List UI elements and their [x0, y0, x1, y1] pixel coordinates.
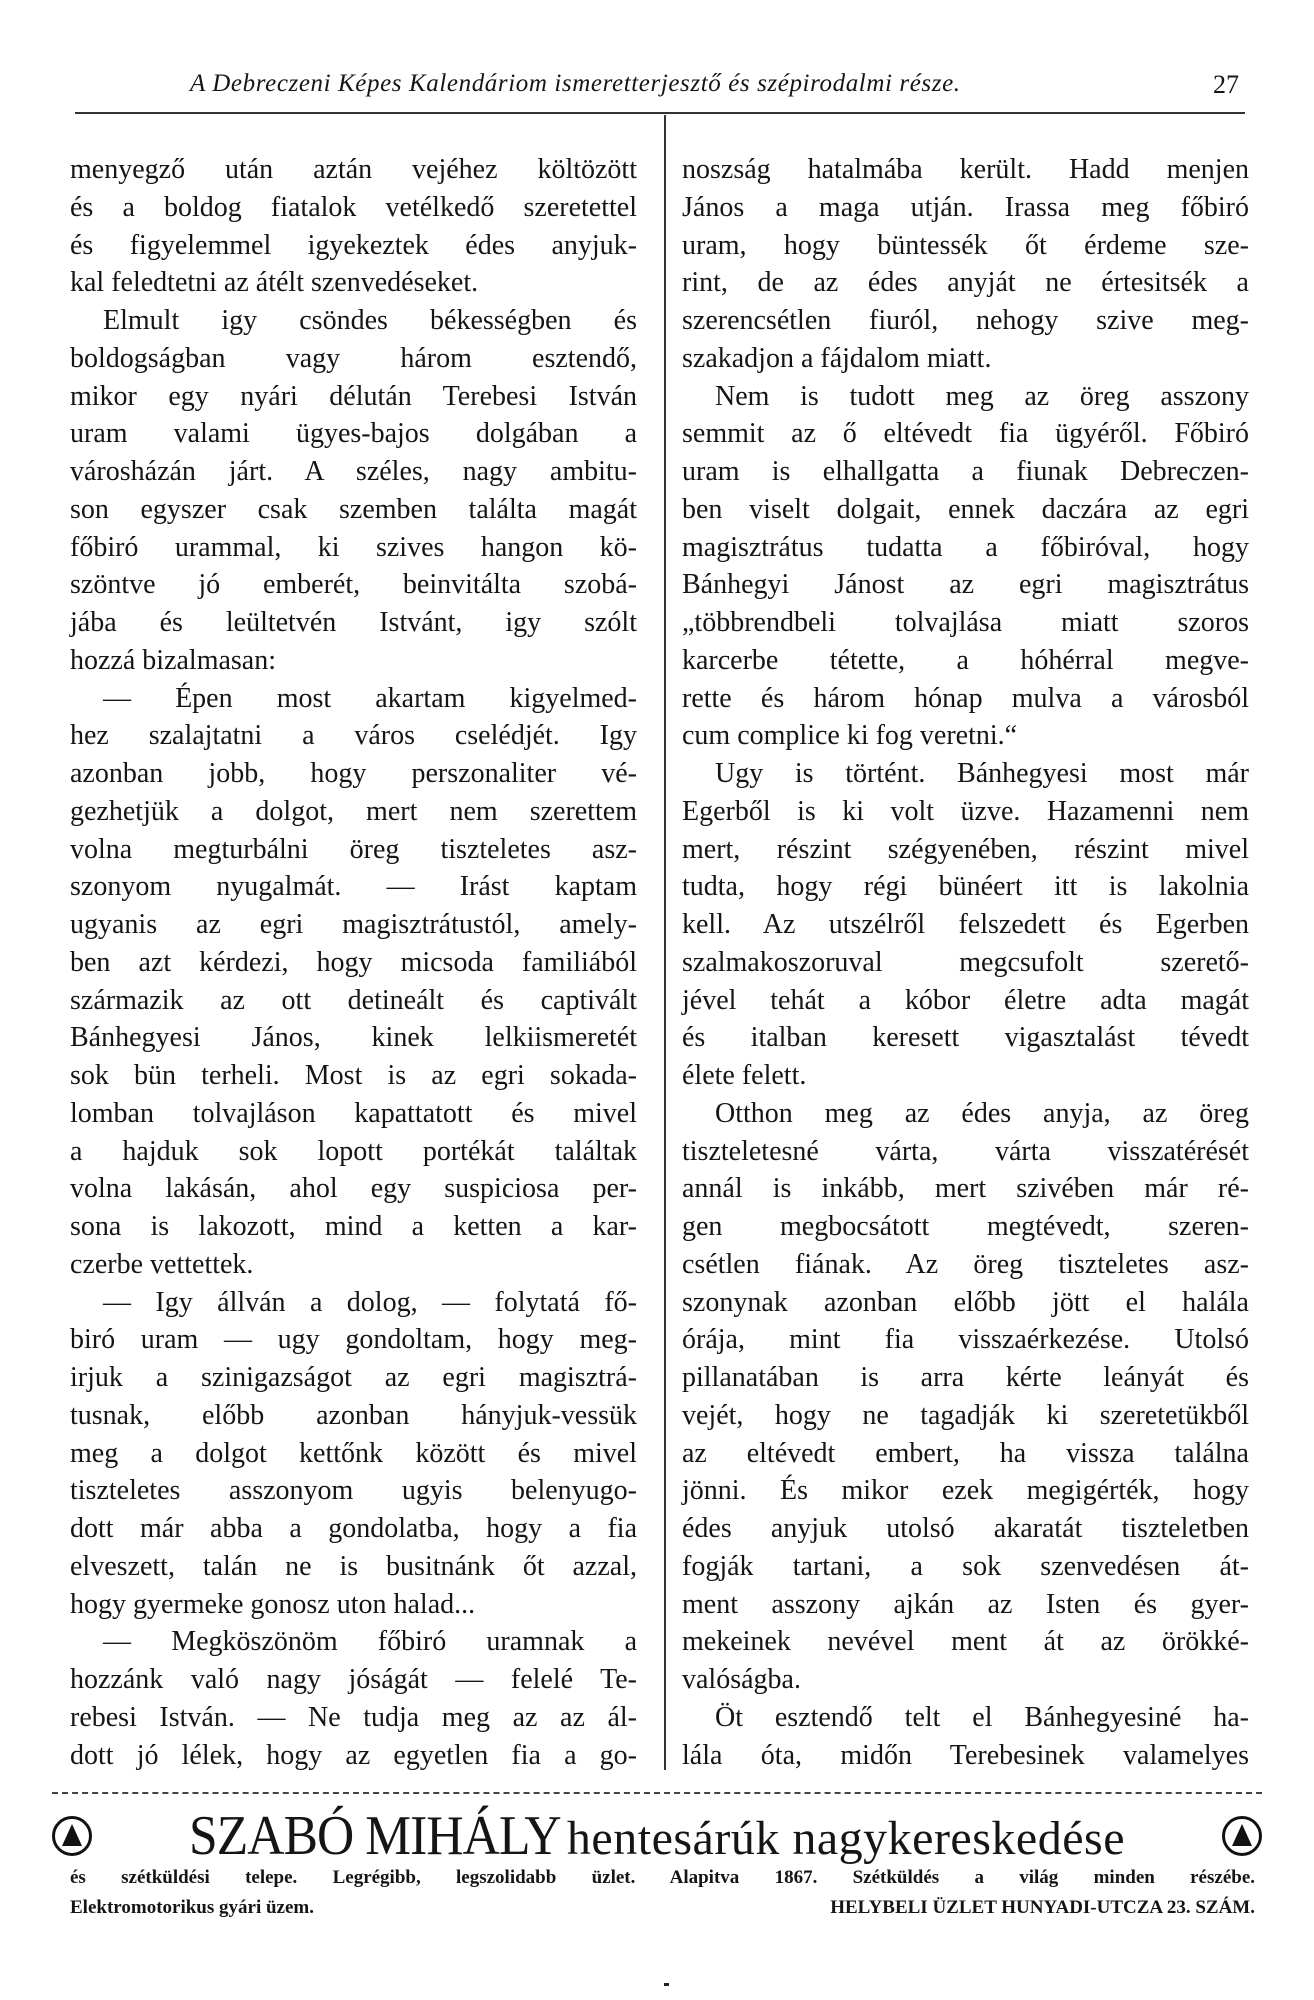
text-line: uram valami ügyes-bajos dolgában a	[70, 418, 637, 450]
text-line: tiszteletesné várta, várta visszatérését	[682, 1135, 1249, 1167]
text-line: Egerből is ki volt üzve. Hazamenni nem	[682, 795, 1249, 827]
text-line: a hajduk sok lopott portékát találtak	[70, 1135, 637, 1167]
text-line: Bánhegyi Jánost az egri magisztrátus	[682, 569, 1249, 601]
text-line: mekeinek nevével ment át az örökké-	[682, 1626, 1249, 1658]
text-line: Ugy is történt. Bánhegyesi most már	[715, 758, 1249, 789]
advertisement-business: hentesárúk nagykereskedése	[566, 1812, 1126, 1865]
header-rule	[75, 112, 1245, 114]
text-line: származik az ott detineált és captivált	[70, 984, 637, 1016]
text-line: János a maga utján. Irassa meg főbiró	[682, 191, 1249, 223]
text-line: ben viselt dolgait, ennek daczára az egri	[682, 493, 1249, 525]
text-line: szerencsétlen fiuról, nehogy szive meg-	[682, 305, 1249, 336]
text-line: hozzá bizalmasan:	[70, 644, 277, 676]
text-line: hozzánk való nagy jóságát — felelé Te-	[70, 1664, 637, 1695]
text-line: Elmult igy csöndes békességben és	[103, 305, 637, 336]
text-line: fogják tartani, a sok szenvedésen át-	[682, 1550, 1249, 1582]
advertisement-line: és szétküldési telepe. Legrégibb, legszolidabb üzlet. Alapitva 1867. Szétküldés a világ minden részébe.	[70, 1867, 1255, 1888]
text-line: azonban jobb, hogy perszonaliter vé-	[70, 758, 637, 789]
left-column	[70, 151, 637, 1774]
running-header-title: A Debreczeni Képes Kalendáriom ismeretterjesztő és szépirodalmi része.	[190, 70, 961, 97]
text-line: az eltévedt embert, ha vissza találna	[682, 1437, 1249, 1469]
text-line: kell. Az utszélről felszedett és Egerben	[682, 909, 1249, 940]
text-line: tusnak, előbb azonban hányjuk-vessük	[70, 1399, 637, 1431]
text-line: gezhetjük a dolgot, mert nem szerettem	[70, 795, 637, 827]
text-line: karcerbe tétette, a hóhérral megve-	[682, 644, 1249, 676]
text-line: — Megköszönöm főbiró uramnak a	[103, 1626, 637, 1658]
text-line: szonynak azonban előbb jött el halála	[682, 1286, 1249, 1318]
emblem-icon	[52, 1816, 92, 1856]
column-divider	[664, 115, 666, 1770]
text-line: ugyanis az egri magisztrátustól, amely-	[70, 909, 637, 940]
text-line: cum complice ki fog veretni.“	[682, 720, 1018, 752]
text-line: volna lakásán, ahol egy suspiciosa per-	[70, 1173, 637, 1205]
text-line: városházán járt. A széles, nagy ambitu-	[70, 456, 637, 487]
emblem-icon	[1222, 1816, 1262, 1856]
text-line: és a boldog fiatalok vetélkedő szeretettel	[70, 191, 637, 223]
text-line: hez szalajtatni a város cselédjét. Igy	[70, 720, 637, 752]
text-line: órája, mint fia visszaérkezése. Utolsó	[682, 1324, 1249, 1356]
text-line: boldogságban vagy három esztendő,	[70, 342, 637, 374]
text-line: szöntve jó emberét, beinvitálta szobá-	[70, 569, 637, 601]
text-line: — Épen most akartam kigyelmed-	[103, 682, 637, 714]
text-line: szakadjon a fájdalom miatt.	[682, 342, 992, 374]
text-line: sok bün terheli. Most is az egri sokada-	[70, 1060, 637, 1091]
text-line: biró uram — ugy gondoltam, hogy meg-	[70, 1324, 637, 1356]
text-line: pillanatában is arra kérte leányát és	[682, 1362, 1249, 1393]
text-line: édes anyjuk utolsó akaratát tiszteletben	[682, 1513, 1249, 1544]
text-line: rette és három hónap mulva a városból	[682, 682, 1249, 714]
text-line: lála óta, midőn Terebesinek valamelyes	[682, 1739, 1249, 1771]
text-line: dott már abba a gondolatba, hogy a fia	[70, 1513, 637, 1544]
text-line: és italban keresett vigasztalást tévedt	[682, 1022, 1249, 1054]
text-line: ment asszony ajkán az Isten és gyer-	[682, 1588, 1249, 1620]
text-line: elveszett, talán ne is busitnánk őt azzal,	[70, 1550, 637, 1582]
text-line: kal feledtetni az átélt szenvedéseket.	[70, 267, 479, 299]
text-line: élete felett.	[682, 1060, 807, 1091]
text-line: szalmakoszoruval megcsufolt szerető-	[682, 946, 1249, 978]
text-line: „többrendbeli tolvajlása miatt szoros	[682, 607, 1249, 638]
text-line: jönni. És mikor ezek megigérték, hogy	[682, 1475, 1249, 1507]
text-line: csétlen fiának. Az öreg tiszteletes asz-	[682, 1248, 1249, 1280]
right-column	[682, 151, 1249, 1774]
text-line: magisztrátus tudatta a főbiróval, hogy	[682, 531, 1249, 563]
advertisement-address: HELYBELI ÜZLET HUNYADI-UTCZA 23. SZÁM.	[830, 1897, 1255, 1918]
text-line: gen megbocsátott megtévedt, szeren-	[682, 1211, 1249, 1242]
text-line: jába és leültetvén Istvánt, igy szólt	[70, 607, 637, 638]
text-line: Öt esztendő telt el Bánhegyesiné ha-	[715, 1701, 1249, 1733]
text-line: czerbe vettettek.	[70, 1248, 254, 1280]
text-line: rint, de az édes anyját ne értesitsék a	[682, 267, 1249, 299]
advertisement-address-line	[70, 1897, 1255, 1919]
text-line: dott jó lélek, hogy az egyetlen fia a go-	[70, 1739, 637, 1771]
page-number: 27	[1213, 70, 1239, 99]
text-line: noszság hatalmába került. Hadd menjen	[682, 154, 1249, 185]
text-line: semmit az ő eltévedt fia ügyéről. Főbiró	[682, 418, 1249, 450]
text-line: vejét, hogy ne tagadják ki szeretetükből	[682, 1399, 1249, 1431]
text-line: volna megturbálni öreg tiszteletes asz-	[70, 833, 637, 865]
text-line: és figyelemmel igyekeztek édes anyjuk-	[70, 229, 637, 261]
text-line: tiszteletes asszonyom ugyis belenyugo-	[70, 1475, 637, 1507]
text-line: — Igy állván a dolog, — folytatá fő-	[103, 1286, 637, 1318]
text-line: hogy gyermeke gonosz uton halad...	[70, 1588, 476, 1620]
text-line: valóságba.	[682, 1664, 801, 1695]
text-line: uram, hogy büntessék őt érdeme sze-	[682, 229, 1249, 261]
text-line: irjuk a szinigazságot az egri magisztrá-	[70, 1362, 637, 1393]
text-line: menyegző után aztán vejéhez költözött	[70, 154, 637, 185]
advertiser-name: SZABÓ MIHÁLY	[188, 1805, 561, 1867]
print-speck	[664, 1983, 669, 1986]
text-line: Nem is tudott meg az öreg asszony	[715, 380, 1249, 412]
text-line: rebesi István. — Ne tudja meg az az ál-	[70, 1701, 637, 1733]
text-line: Otthon meg az édes anyja, az öreg	[715, 1097, 1249, 1129]
text-line: ben azt kérdezi, hogy micsoda familiából	[70, 946, 637, 978]
advertisement-factory: Elektromotorikus gyári üzem.	[70, 1897, 314, 1918]
text-line: annál is inkább, mert szivében már ré-	[682, 1173, 1249, 1205]
text-line: mert, részint szégyenében, részint mivel	[682, 833, 1249, 865]
text-line: főbiró urammal, ki szives hangon kö-	[70, 531, 637, 563]
text-line: mikor egy nyári délután Terebesi István	[70, 380, 637, 412]
text-line: szonyom nyugalmát. — Irást kaptam	[70, 871, 637, 903]
text-line: Bánhegyesi János, kinek lelkiismeretét	[70, 1022, 637, 1054]
text-line: sona is lakozott, mind a ketten a kar-	[70, 1211, 637, 1242]
footer-rule	[52, 1792, 1262, 1794]
text-line: jével tehát a kóbor életre adta magát	[682, 984, 1249, 1016]
text-line: meg a dolgot kettőnk között és mivel	[70, 1437, 637, 1469]
text-line: lomban tolvajláson kapattatott és mivel	[70, 1097, 637, 1129]
text-line: uram is elhallgatta a fiunak Debreczen-	[682, 456, 1249, 487]
advertisement-title	[52, 1806, 1262, 1866]
text-line: tudta, hogy régi bünéert itt is lakolnia	[682, 871, 1249, 903]
text-line: son egyszer csak szemben találta magát	[70, 493, 637, 525]
